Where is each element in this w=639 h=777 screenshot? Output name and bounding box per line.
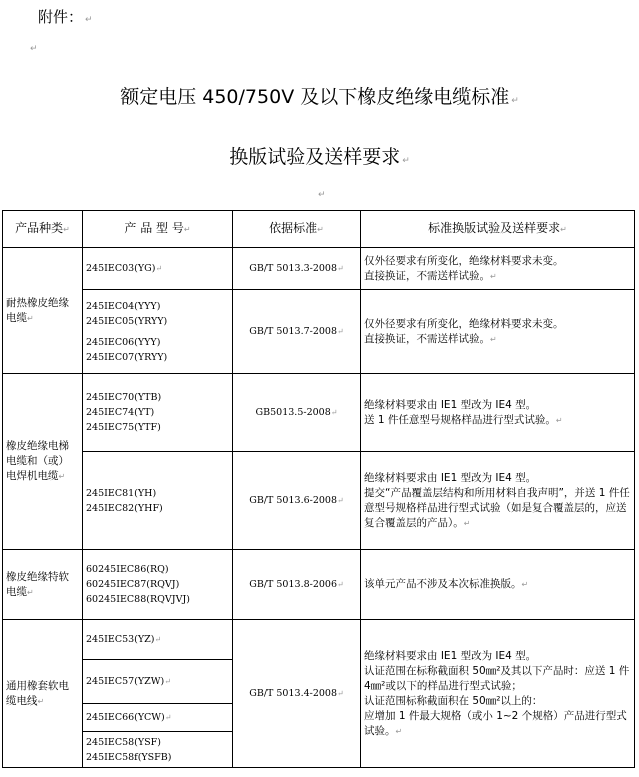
category-cell: 橡皮绝缘电梯电缆和（或）电焊机电缆↵ xyxy=(3,374,83,550)
requirement-cell: 绝缘材料要求由 IE1 型改为 IE4 型。 送 1 件任意型号规格样品进行型式试验。↵ xyxy=(361,374,635,452)
table-row xyxy=(3,620,635,660)
model-cell: 245IEC70(YTB) 245IEC74(YT) 245IEC75(YTF) xyxy=(83,374,233,452)
standard-cell: GB/T 5013.6-2008↵ xyxy=(233,452,361,550)
standard-cell: GB/T 5013.7-2008↵ xyxy=(233,290,361,374)
requirement-cell: 仅外径要求有所变化，绝缘材料要求未变。 直接换证，不需送样试验。↵ xyxy=(361,248,635,290)
paragraph-mark: ↵ xyxy=(30,44,38,54)
category-cell: 橡皮绝缘特软电缆↵ xyxy=(3,550,83,620)
header-standard: 依据标准↵ xyxy=(233,211,361,248)
table-row xyxy=(3,452,635,550)
header-row xyxy=(3,211,635,248)
standard-cell: GB/T 5013.3-2008↵ xyxy=(233,248,361,290)
table-row xyxy=(3,248,635,290)
model-cell: 60245IEC86(RQ) 60245IEC87(RQVJ) 60245IEC88(RQVJVJ) xyxy=(83,550,233,620)
model-cell: 245IEC57(YZW)↵ xyxy=(83,660,233,704)
table-row xyxy=(3,290,635,374)
model-cell: 245IEC53(YZ)↵ xyxy=(83,620,233,660)
category-cell: 耐热橡皮绝缘电缆↵ xyxy=(3,248,83,374)
header-model: 产 品 型 号↵ xyxy=(83,211,233,248)
requirement-cell: 仅外径要求有所变化，绝缘材料要求未变。 直接换证，不需送样试验。↵ xyxy=(361,290,635,374)
standard-cell: GB/T 5013.4-2008↵ xyxy=(233,620,361,768)
standard-cell: GB/T 5013.8-2006↵ xyxy=(233,550,361,620)
model-cell: 245IEC04(YYY) 245IEC05(YRYY) 245IEC06(YYY) 245IEC07(YRYY) xyxy=(83,290,233,374)
title-line-2: 换版试验及送样要求 ↵ xyxy=(229,146,410,168)
paragraph-mark: ↵ xyxy=(318,190,326,200)
model-cell: 245IEC66(YCW)↵ xyxy=(83,704,233,732)
category-cell: 通用橡套软电缆电线↵ xyxy=(3,620,83,768)
table-row xyxy=(3,374,635,452)
standard-cell: GB5013.5-2008↵ xyxy=(233,374,361,452)
requirement-cell: 绝缘材料要求由 IE1 型改为 IE4 型。 提交“产品覆盖层结构和所用材料自我声明”，并送 1 件任意型号规格样品进行型式试验（如是复合覆盖层的，应送复合覆盖层的产品）。↵ xyxy=(361,452,635,550)
model-cell: 245IEC03(YG)↵ xyxy=(83,248,233,290)
attachment-label: 附件： ↵ xyxy=(38,8,93,26)
requirements-table xyxy=(2,210,635,768)
requirement-cell: 绝缘材料要求由 IE1 型改为 IE4 型。 认证范围在标称截面积 50㎜²及其以下产品时：应送 1 件 4㎜²或以下的样品进行型式试验； 认证范围标称截面积在 50㎜²以上的： 应增加 1 件最大规格（或小 1~2 个规格）产品进行型式试验。↵ xyxy=(361,620,635,768)
model-cell: 245IEC81(YH) 245IEC82(YHF) xyxy=(83,452,233,550)
requirement-cell: 该单元产品不涉及本次标准换版。↵ xyxy=(361,550,635,620)
header-category: 产品种类↵ xyxy=(3,211,83,248)
model-cell: 245IEC58(YSF) 245IEC58f(YSFB) xyxy=(83,732,233,768)
title-line-1: 额定电压 450/750V 及以下橡皮绝缘电缆标准 ↵ xyxy=(120,86,519,108)
header-requirement: 标准换版试验及送样要求↵ xyxy=(361,211,635,248)
table-row xyxy=(3,550,635,620)
